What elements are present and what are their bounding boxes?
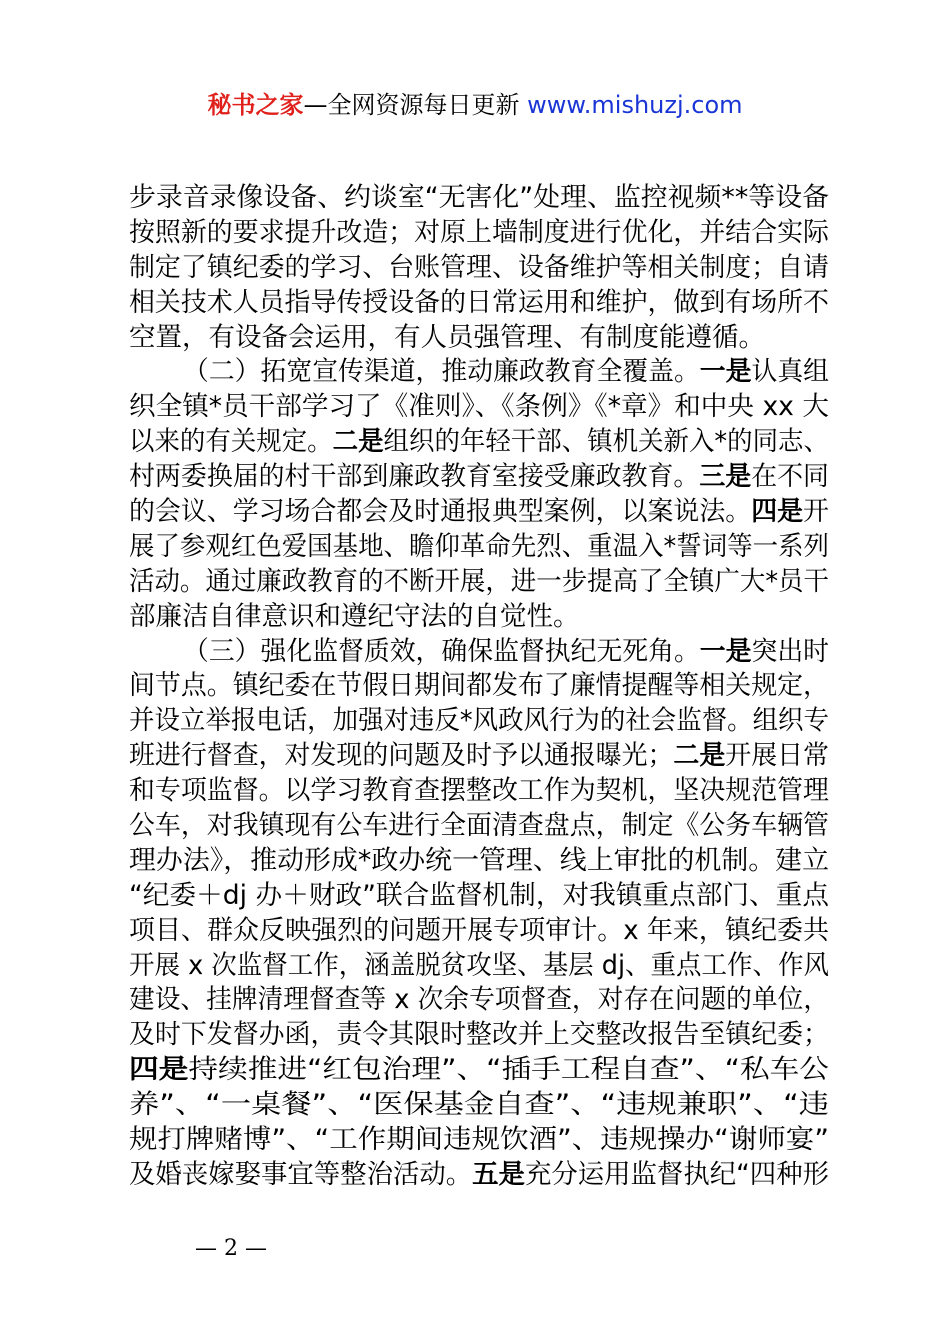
- text-line: 及时下发督办函，责令其限时整改并上交整改报告至镇纪委；: [129, 1019, 829, 1051]
- text-line: 展了参观红色爱国基地、瞻仰革命先烈、重温入*誓词等一系列: [129, 530, 829, 562]
- text-line: 建设、挂牌清理督查等 x 次余专项督查，对存在问题的单位，: [129, 984, 830, 1016]
- text-line: 活动。通过廉政教育的不断开展，进一步提高了全镇广大*员干: [129, 565, 829, 597]
- text-line: 项目、群众反映强烈的问题开展专项审计。x 年来，镇纪委共: [129, 914, 829, 946]
- section-heading-line: （二）拓宽宣传渠道，推动廉政教育全覆盖。一是认真组: [183, 356, 830, 388]
- text-line: 织全镇*员干部学习了《准则》、《条例》《*章》和中央 xx 大: [129, 391, 829, 423]
- text-line: 开展 x 次监督工作，涵盖脱贫攻坚、基层 dj、重点工作、作风: [129, 949, 829, 981]
- text-line: 班进行督查，对发现的问题及时予以通报曝光；二是开展日常: [129, 740, 829, 772]
- site-url-link[interactable]: www.mishuzj.com: [527, 91, 743, 119]
- text-line: 及婚丧嫁娶事宜等整治活动。五是充分运用监督执纪“四种形: [129, 1158, 829, 1190]
- text-line: 部廉洁自律意识和遵纪守法的自觉性。: [129, 600, 580, 632]
- text-line: 理办法》，推动形成*政办统一管理、线上审批的机制。建立: [129, 844, 830, 876]
- text-line: 养”、“一桌餐”、“医保基金自查”、“违规兼职”、“违: [129, 1089, 830, 1121]
- text-line: 间节点。镇纪委在节假日期间都发布了廉情提醒等相关规定，: [129, 670, 829, 702]
- text-line: 四是持续推进“红包治理”、“插手工程自查”、“私车公: [129, 1054, 829, 1086]
- text-line: 公车，对我镇现有公车进行全面清查盘点，制定《公务车辆管: [129, 810, 829, 842]
- header-slogan: —全网资源每日更新: [303, 91, 528, 119]
- text-line: 以来的有关规定。二是组织的年轻干部、镇机关新入*的同志、: [129, 426, 829, 458]
- document-body: [129, 181, 829, 1193]
- section-heading-line: （三）强化监督质效，确保监督执纪无死角。一是突出时: [183, 635, 830, 667]
- text-line: 步录音录像设备、约谈室“无害化”处理、监控视频**等设备: [129, 182, 829, 213]
- site-header: [0, 88, 950, 122]
- text-line: 村两委换届的村干部到廉政教育室接受廉政教育。三是在不同: [129, 461, 829, 493]
- brand-name: 秘书之家: [207, 91, 304, 119]
- text-line: “纪委＋dj 办＋财政”联合监督机制，对我镇重点部门、重点: [129, 879, 829, 911]
- text-line: 规打牌赌博”、“工作期间违规饮酒”、违规操办“谢师宴”: [129, 1124, 830, 1156]
- text-line: 制定了镇纪委的学习、台账管理、设备维护等相关制度；自请: [129, 251, 829, 283]
- text-line: 相关技术人员指导传授设备的日常运用和维护，做到有场所不: [129, 286, 829, 318]
- text-line: 并设立举报电话，加强对违反*风政风行为的社会监督。组织专: [129, 705, 829, 737]
- text-line: 和专项监督。以学习教育查摆整改工作为契机，坚决规范管理: [129, 775, 829, 807]
- text-line: 按照新的要求提升改造；对原上墙制度进行优化，并结合实际: [129, 216, 829, 248]
- text-line: 空置，有设备会运用，有人员强管理、有制度能遵循。: [129, 321, 765, 353]
- page-number: — 2 —: [195, 1236, 267, 1261]
- text-line: 的会议、学习场合都会及时通报典型案例，以案说法。四是开: [129, 496, 829, 528]
